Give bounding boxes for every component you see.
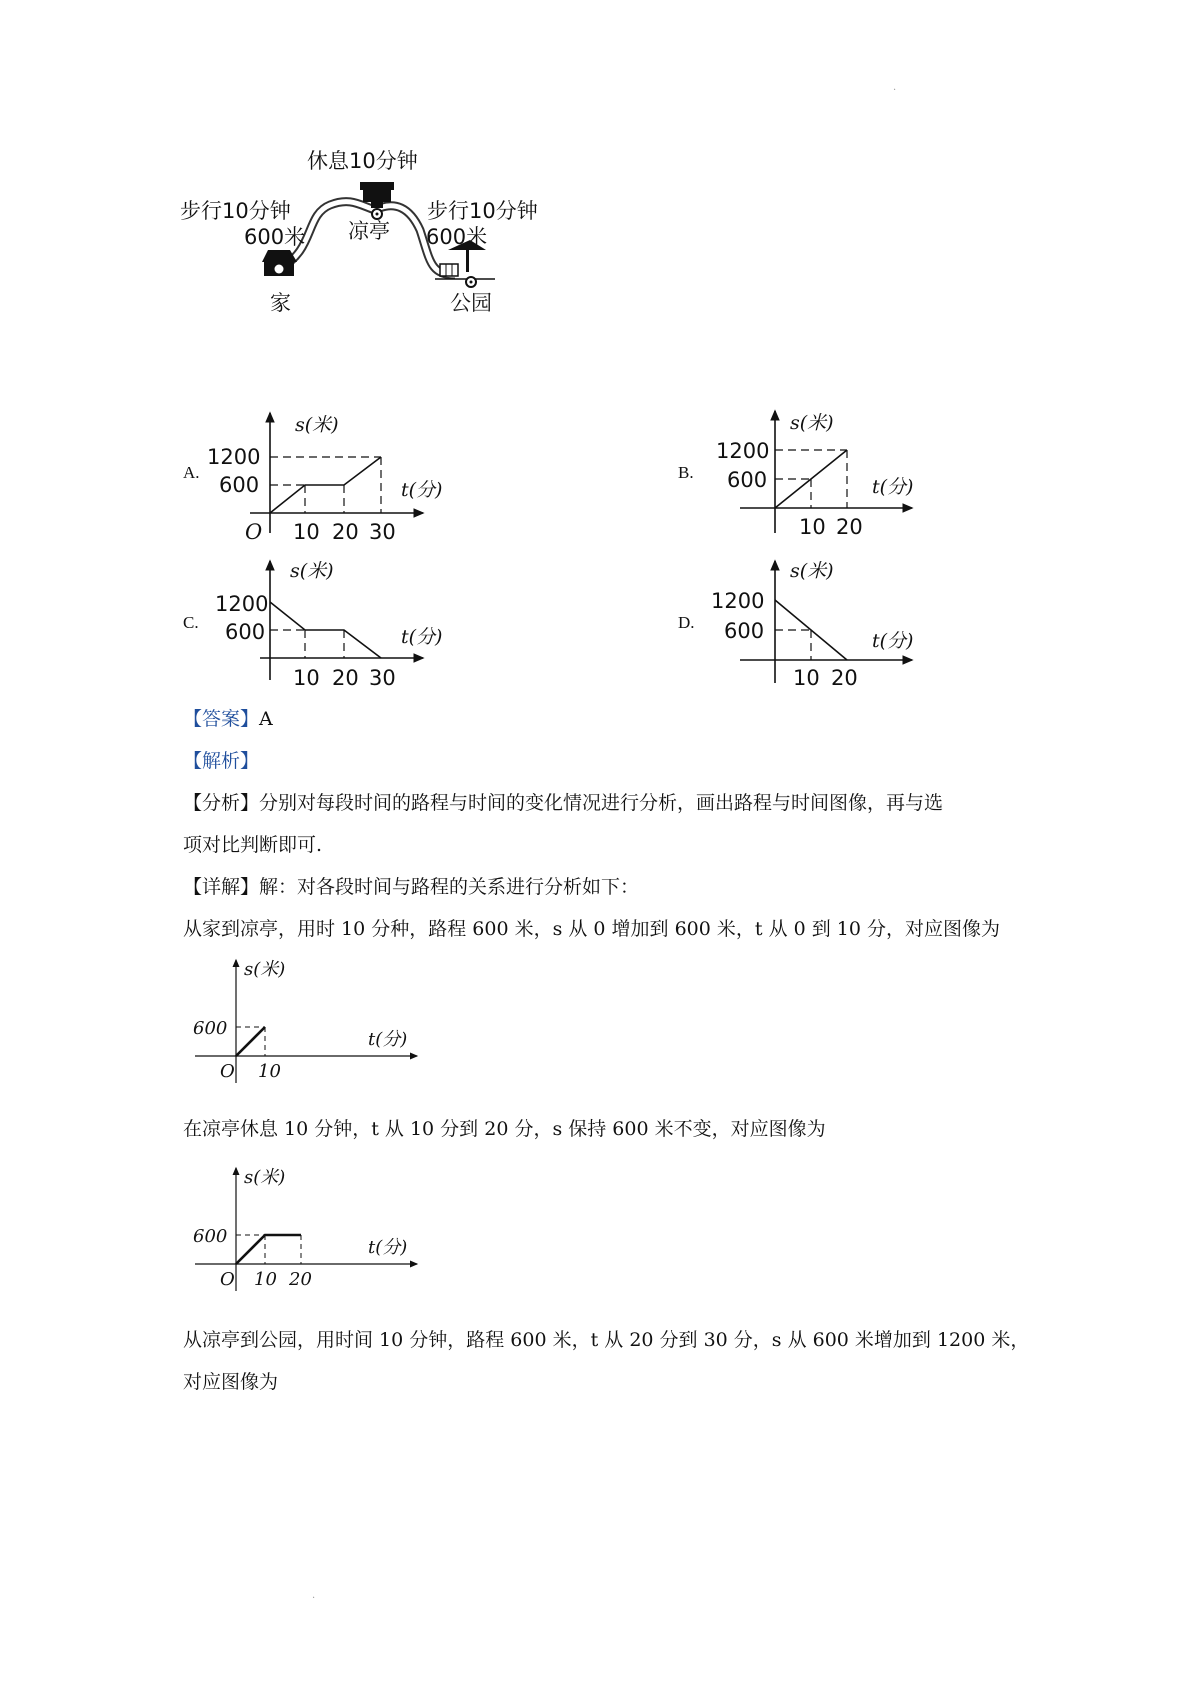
option-c-tick-20: 20: [332, 666, 359, 690]
option-b-tick-20: 20: [836, 515, 863, 539]
map-walk-right: 步行10分钟: [427, 199, 538, 223]
step2-t-label: t(分): [368, 1237, 408, 1258]
option-a-origin: O: [245, 520, 263, 544]
map-rest-label: 休息10分钟: [307, 150, 418, 173]
option-c-y600: 600: [225, 620, 266, 644]
detail-tag: 【详解】: [183, 876, 260, 898]
option-b-s-label: s(米): [790, 412, 834, 434]
step1-origin: O: [220, 1061, 235, 1082]
option-d-graph: [705, 555, 925, 695]
option-b-y600: 600: [727, 468, 768, 492]
route-map: [180, 150, 580, 350]
corner-speck: .: [312, 1590, 316, 1601]
step2-tick-10: 10: [254, 1269, 277, 1290]
option-d-t-label: t(分): [872, 630, 914, 652]
option-a-y600: 600: [219, 473, 260, 497]
step1-text: 从家到凉亭，用时 10 分种，路程 600 米，s 从 0 增加到 600 米，t 从 0 到 10 分，对应图像为: [183, 918, 1001, 940]
option-c-tick-10: 10: [293, 666, 320, 690]
option-d-tick-20: 20: [831, 666, 858, 690]
option-a-tick-30: 30: [369, 520, 396, 544]
step1-line: [236, 1027, 265, 1056]
fenxi-line-1: [183, 791, 943, 815]
option-c-guides: [270, 630, 344, 658]
pavilion-icon: [360, 182, 394, 219]
option-d-label: D.: [678, 613, 695, 632]
fenxi-line-2: 项对比判断即可.: [183, 834, 323, 856]
step1-y600: 600: [193, 1018, 228, 1039]
corner-speck: .: [893, 82, 897, 93]
step2-line: [236, 1235, 301, 1264]
map-dist-left: 600米: [244, 225, 306, 249]
home-icon: [262, 250, 297, 276]
step2-s-label: s(米): [244, 1167, 286, 1188]
option-b-y1200: 1200: [716, 439, 770, 463]
map-pavilion-label: 凉亭: [348, 219, 390, 243]
step3-text-1: 从凉亭到公园，用时间 10 分钟，路程 600 米，t 从 20 分到 30 分，s 从 600 米增加到 1200 米，: [183, 1329, 1030, 1351]
option-d-y600: 600: [724, 619, 765, 643]
step2-tick-20: 20: [289, 1269, 312, 1290]
option-c-t-label: t(分): [401, 626, 443, 648]
answer-line: [183, 707, 273, 731]
option-a-label: A.: [183, 463, 200, 482]
step1-tick-10: 10: [258, 1061, 281, 1082]
map-park-label: 公园: [450, 291, 492, 315]
option-a-tick-10: 10: [293, 520, 320, 544]
map-dist-right: 600米: [426, 225, 488, 249]
fenxi-text-1: 分别对每段时间的路程与时间的变化情况进行分析，画出路程与时间图像，再与选: [259, 792, 944, 814]
option-d-s-label: s(米): [790, 560, 834, 582]
detail-body: 解：对各段时间与路程的关系进行分析如下：: [259, 876, 640, 898]
option-b-graph: [705, 405, 925, 545]
analysis-tag: 【解析】: [183, 750, 260, 772]
step2-text: 在凉亭休息 10 分钟，t 从 10 分到 20 分，s 保持 600 米不变，对应图像为: [183, 1118, 826, 1140]
option-b-label: B.: [678, 463, 694, 482]
option-d-y1200: 1200: [711, 589, 765, 613]
map-home-label: 家: [270, 291, 291, 315]
step2-graph: [190, 1163, 430, 1293]
option-c-y1200: 1200: [215, 592, 269, 616]
step1-s-label: s(米): [244, 959, 286, 980]
option-c-s-label: s(米): [290, 560, 334, 582]
option-b-tick-10: 10: [799, 515, 826, 539]
map-walk-left: 步行10分钟: [180, 199, 291, 223]
detail-line: [183, 875, 639, 899]
option-a-tick-20: 20: [332, 520, 359, 544]
option-a-t-label: t(分): [401, 479, 443, 501]
option-d-tick-10: 10: [793, 666, 820, 690]
answer-tag: 【答案】: [183, 708, 260, 730]
option-c-tick-30: 30: [369, 666, 396, 690]
step2-y600: 600: [193, 1226, 228, 1247]
option-a-s-label: s(米): [295, 414, 339, 436]
option-c-label: C.: [183, 613, 199, 632]
fenxi-tag: 【分析】: [183, 792, 260, 814]
option-a-graph: [205, 405, 455, 545]
option-d-guides: [775, 630, 811, 660]
option-b-t-label: t(分): [872, 476, 914, 498]
option-c-graph: [205, 555, 455, 695]
step2-origin: O: [220, 1269, 235, 1290]
step1-t-label: t(分): [368, 1029, 408, 1050]
answer-value: A: [259, 708, 273, 730]
step1-graph: [190, 955, 430, 1085]
step3-text-2: 对应图像为: [183, 1371, 279, 1393]
option-a-y1200: 1200: [207, 445, 261, 469]
